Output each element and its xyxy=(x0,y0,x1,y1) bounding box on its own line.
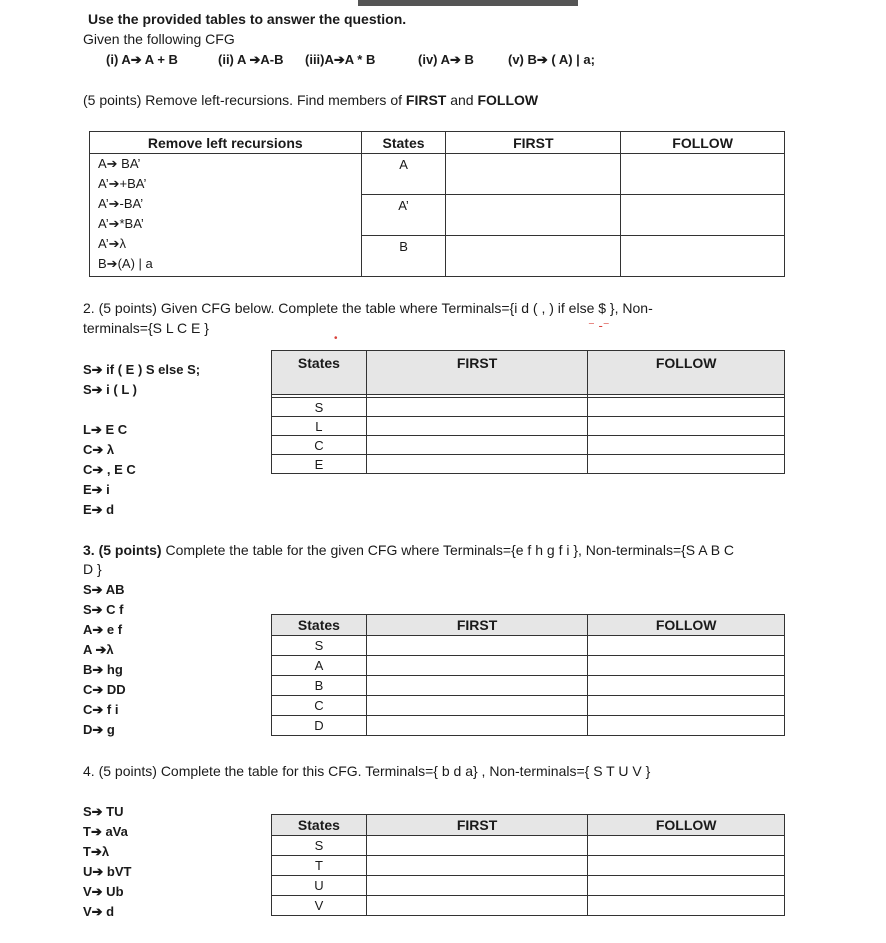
q2-follow-L[interactable] xyxy=(588,417,785,436)
q4-col-first: FIRST xyxy=(366,815,588,836)
q3-follow-A[interactable] xyxy=(588,656,785,676)
q4-col-follow: FOLLOW xyxy=(588,815,785,836)
red-dot: • xyxy=(334,333,338,344)
q1-rule: A’➔*BA’ xyxy=(98,216,144,231)
q3-state-S: S xyxy=(272,636,367,656)
q2-follow-S[interactable] xyxy=(588,398,785,417)
q3-prompt-line1: 3. (5 points) Complete the table for the given CFG where Terminals={e f h g f i }, Non-terminals={S A B C xyxy=(83,542,735,558)
q4-state-S: S xyxy=(272,836,367,856)
q3-production: S➔ AB xyxy=(83,582,125,597)
q1-table xyxy=(89,131,785,277)
q2-prompt-line1: 2. (5 points) Given CFG below. Complete the table where Terminals={i d ( , ) if else $ }, Non- xyxy=(83,300,653,316)
q1-state-B: B xyxy=(361,236,446,277)
q2-first-E[interactable] xyxy=(366,455,588,474)
instruction-text: Use the provided tables to answer the question. xyxy=(88,11,407,27)
q2-first-C[interactable] xyxy=(366,436,588,455)
q3-production: A➔ e f xyxy=(83,622,123,637)
q2-first-L[interactable] xyxy=(366,417,588,436)
q3-col-states: States xyxy=(272,615,367,636)
q1-rule: A’➔λ xyxy=(98,236,126,251)
q1-rule: B➔(A) | a xyxy=(98,256,153,271)
q1-rule: A’➔+BA’ xyxy=(98,176,147,191)
q3-state-B: B xyxy=(272,676,367,696)
q3-first-A[interactable] xyxy=(366,656,588,676)
q2-state-S: S xyxy=(272,398,367,417)
q1-state-A: A xyxy=(361,154,446,195)
q2-state-L: L xyxy=(272,417,367,436)
q1-col-states: States xyxy=(361,132,446,154)
q3-state-A: A xyxy=(272,656,367,676)
q3-grammar xyxy=(83,580,126,740)
q4-production: U➔ bVT xyxy=(83,864,132,879)
cfg-rule-3: (iii)A➔A * B xyxy=(305,52,376,67)
q1-first-A[interactable] xyxy=(446,154,621,195)
q1-first-B[interactable] xyxy=(446,236,621,277)
q2-production: C➔ λ xyxy=(83,442,115,457)
q3-follow-B[interactable] xyxy=(588,676,785,696)
q1-first-A-prime[interactable] xyxy=(446,195,621,236)
q4-first-U[interactable] xyxy=(366,876,588,896)
q2-prompt-line2: terminals={S L C E } xyxy=(83,320,209,336)
q4-state-T: T xyxy=(272,856,367,876)
q2-grammar xyxy=(83,360,200,520)
cfg-rule-5: (v) B➔ ( A) | a; xyxy=(508,52,595,67)
q1-rule: A’➔-BA’ xyxy=(98,196,144,211)
q1-follow-A[interactable] xyxy=(621,154,785,195)
q3-prompt-line2: D } xyxy=(83,561,102,577)
q2-follow-C[interactable] xyxy=(588,436,785,455)
q2-table xyxy=(271,350,785,474)
q4-prompt: 4. (5 points) Complete the table for this CFG. Terminals={ b d a} , Non-terminals={ S T U V } xyxy=(83,763,651,779)
q2-col-states: States xyxy=(272,351,367,395)
q3-first-C[interactable] xyxy=(366,696,588,716)
q4-production: T➔ aVa xyxy=(83,824,128,839)
q2-production: E➔ d xyxy=(83,502,115,517)
cfg-rule-1: (i) A➔ A + B xyxy=(106,52,178,67)
q3-follow-S[interactable] xyxy=(588,636,785,656)
q3-state-C: C xyxy=(272,696,367,716)
q4-first-T[interactable] xyxy=(366,856,588,876)
q2-first-S[interactable] xyxy=(366,398,588,417)
q1-follow-B[interactable] xyxy=(621,236,785,277)
q3-follow-D[interactable] xyxy=(588,716,785,736)
q1-state-A-prime: A’ xyxy=(361,195,446,236)
q4-first-V[interactable] xyxy=(366,896,588,916)
q4-production: V➔ Ub xyxy=(83,884,124,899)
q2-state-C: C xyxy=(272,436,367,455)
q2-col-first: FIRST xyxy=(366,351,588,395)
q3-production: C➔ f i xyxy=(83,702,119,717)
q4-first-S[interactable] xyxy=(366,836,588,856)
q4-col-states: States xyxy=(272,815,367,836)
cfg-rule-2: (ii) A ➔A-B xyxy=(218,52,284,67)
q2-follow-E[interactable] xyxy=(588,455,785,474)
q3-state-D: D xyxy=(272,716,367,736)
q1-prompt: (5 points) Remove left-recursions. Find members of FIRST and FOLLOW xyxy=(83,92,539,108)
q4-follow-V[interactable] xyxy=(588,896,785,916)
q3-production: C➔ DD xyxy=(83,682,126,697)
q1-col-rules: Remove left recursions xyxy=(90,132,362,154)
q3-production: S➔ C f xyxy=(83,602,124,617)
q4-follow-T[interactable] xyxy=(588,856,785,876)
q3-col-follow: FOLLOW xyxy=(588,615,785,636)
red-mark: ⁻ -⁻ xyxy=(588,318,610,333)
q1-follow-A-prime[interactable] xyxy=(621,195,785,236)
q3-first-S[interactable] xyxy=(366,636,588,656)
given-text: Given the following CFG xyxy=(83,31,235,47)
q2-production: C➔ , E C xyxy=(83,462,136,477)
q4-state-V: V xyxy=(272,896,367,916)
cfg-rule-4: (iv) A➔ B xyxy=(418,52,474,67)
q2-production: L➔ E C xyxy=(83,422,128,437)
q2-col-follow: FOLLOW xyxy=(588,351,785,395)
q3-first-B[interactable] xyxy=(366,676,588,696)
q4-follow-U[interactable] xyxy=(588,876,785,896)
q3-first-D[interactable] xyxy=(366,716,588,736)
q3-table xyxy=(271,614,785,736)
q4-production: S➔ TU xyxy=(83,804,124,819)
q2-production: E➔ i xyxy=(83,482,110,497)
q3-production: D➔ g xyxy=(83,722,115,737)
q3-production: B➔ hg xyxy=(83,662,123,677)
q2-production: S➔ if ( E ) S else S; xyxy=(83,362,201,377)
q4-state-U: U xyxy=(272,876,367,896)
q1-rules-cell xyxy=(90,154,362,277)
q4-grammar xyxy=(83,802,131,922)
q4-follow-S[interactable] xyxy=(588,836,785,856)
q3-col-first: FIRST xyxy=(366,615,588,636)
q4-production: T➔λ xyxy=(83,844,110,859)
q2-production: S➔ i ( L ) xyxy=(83,382,137,397)
q3-production: A ➔λ xyxy=(83,642,114,657)
q4-table xyxy=(271,814,785,916)
top-dark-bar xyxy=(358,0,578,6)
q4-production: V➔ d xyxy=(83,904,115,919)
q2-state-E: E xyxy=(272,455,367,474)
q1-rule: A➔ BA’ xyxy=(98,156,141,171)
q3-follow-C[interactable] xyxy=(588,696,785,716)
q1-col-first: FIRST xyxy=(446,132,621,154)
q1-col-follow: FOLLOW xyxy=(621,132,785,154)
